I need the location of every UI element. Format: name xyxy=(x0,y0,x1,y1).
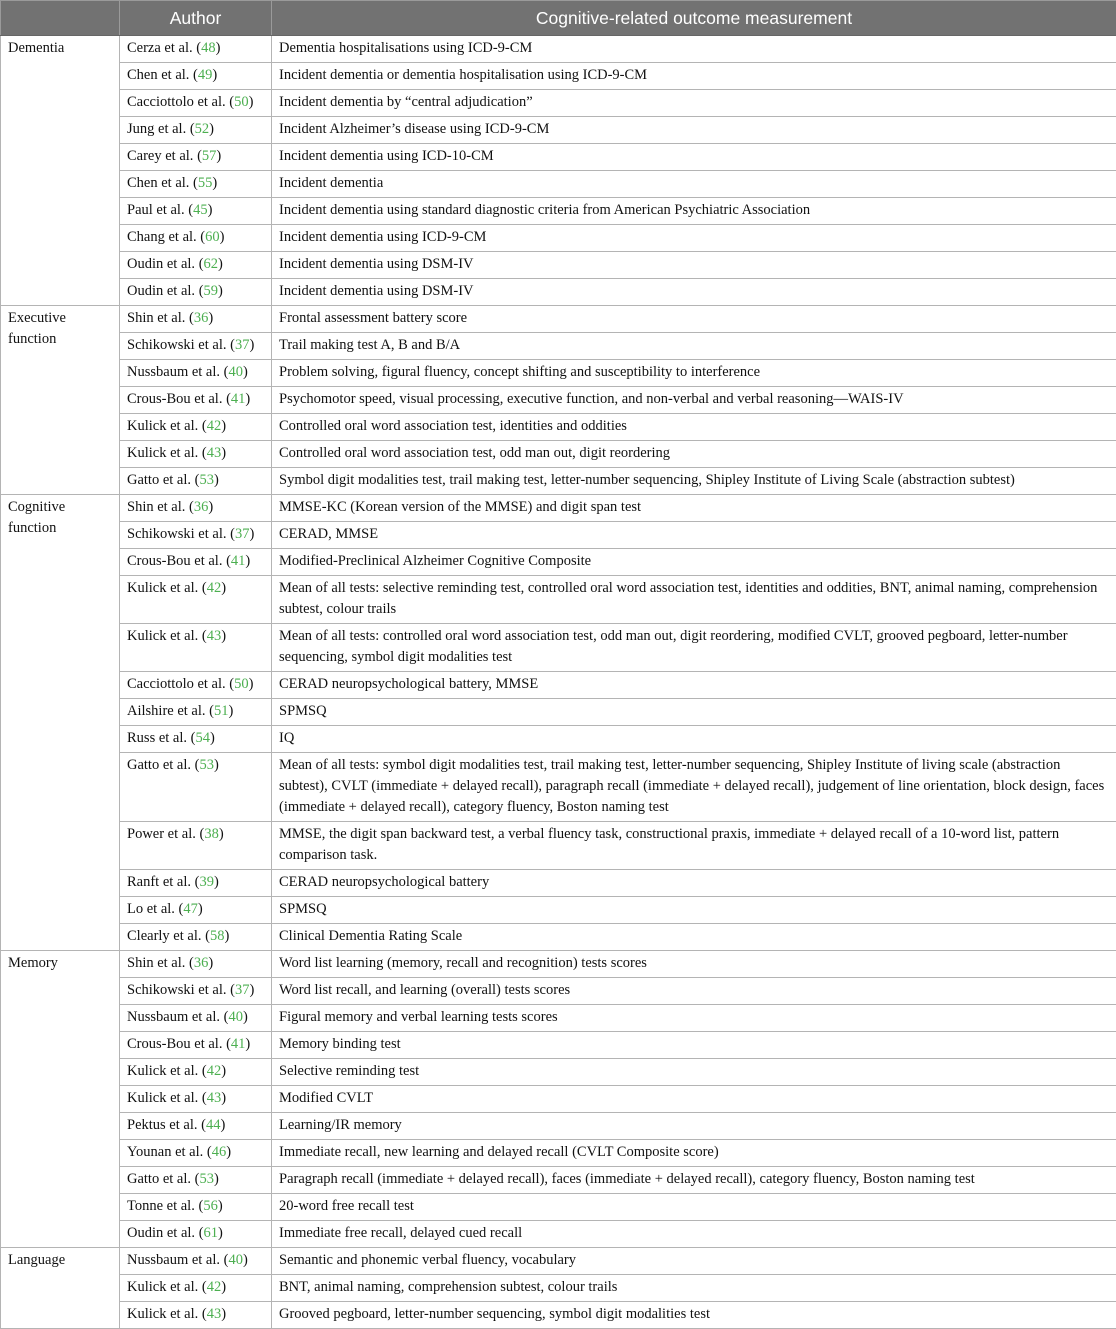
measurement-cell: Modified-Preclinical Alzheimer Cognitive Composite xyxy=(272,549,1116,576)
table-row xyxy=(1,1248,1116,1275)
measurement-cell: MMSE-KC (Korean version of the MMSE) and digit span test xyxy=(272,495,1116,522)
table-row xyxy=(1,117,1116,144)
reference-link[interactable]: 42 xyxy=(207,1063,222,1079)
author-cell: Shin et al. (36) xyxy=(120,951,272,978)
measurement-cell: Mean of all tests: controlled oral word association test, odd man out, digit reordering, modified CVLT, grooved pegboard, letter-number sequencing, symbol digit modalities test xyxy=(272,624,1116,672)
category-cell: Cognitive function xyxy=(1,495,120,951)
measurement-cell: Grooved pegboard, letter-number sequencing, symbol digit modalities test xyxy=(272,1302,1116,1329)
measurement-cell: CERAD neuropsychological battery, MMSE xyxy=(272,672,1116,699)
author-name: Paul et al. xyxy=(127,202,185,218)
measurement-cell: Immediate free recall, delayed cued recall xyxy=(272,1221,1116,1248)
reference-link[interactable]: 51 xyxy=(214,703,229,719)
measurement-cell: Incident dementia using standard diagnostic criteria from American Psychiatric Association xyxy=(272,198,1116,225)
author-cell: Kulick et al. (42) xyxy=(120,1059,272,1086)
reference-link[interactable]: 39 xyxy=(200,874,215,890)
author-cell: Chen et al. (55) xyxy=(120,171,272,198)
measurement-cell: Symbol digit modalities test, trail making test, letter-number sequencing, Shipley Institute of Living Scale (abstraction subtest) xyxy=(272,468,1116,495)
table-row xyxy=(1,360,1116,387)
category-cell: Executive function xyxy=(1,306,120,495)
reference-link[interactable]: 60 xyxy=(205,229,220,245)
reference-link[interactable]: 41 xyxy=(231,391,246,407)
author-cell: Paul et al. (45) xyxy=(120,198,272,225)
reference-link[interactable]: 40 xyxy=(229,1009,244,1025)
table-row xyxy=(1,1113,1116,1140)
author-name: Kulick et al. xyxy=(127,1090,198,1106)
table-row xyxy=(1,1005,1116,1032)
table-row xyxy=(1,171,1116,198)
author-name: Oudin et al. xyxy=(127,1225,195,1241)
author-name: Crous-Bou et al. xyxy=(127,391,222,407)
author-name: Ranft et al. xyxy=(127,874,191,890)
table-row xyxy=(1,1059,1116,1086)
measurement-cell: CERAD, MMSE xyxy=(272,522,1116,549)
reference-link[interactable]: 40 xyxy=(229,1252,244,1268)
table-row xyxy=(1,1221,1116,1248)
reference-link[interactable]: 53 xyxy=(200,757,215,773)
author-name: Schikowski et al. xyxy=(127,982,226,998)
table-row xyxy=(1,822,1116,870)
table-row xyxy=(1,951,1116,978)
header-author: Author xyxy=(120,1,272,36)
author-cell: Cacciottolo et al. (50) xyxy=(120,90,272,117)
table-row xyxy=(1,576,1116,624)
reference-link[interactable]: 62 xyxy=(204,256,219,272)
table-row xyxy=(1,198,1116,225)
table-row xyxy=(1,1167,1116,1194)
author-name: Pektus et al. xyxy=(127,1117,197,1133)
header-category xyxy=(1,1,120,36)
reference-link[interactable]: 42 xyxy=(207,1279,222,1295)
reference-link[interactable]: 50 xyxy=(234,94,249,110)
measurement-cell: Frontal assessment battery score xyxy=(272,306,1116,333)
author-cell: Cerza et al. (48) xyxy=(120,36,272,63)
table-row xyxy=(1,387,1116,414)
measurement-cell: CERAD neuropsychological battery xyxy=(272,870,1116,897)
author-name: Russ et al. xyxy=(127,730,187,746)
author-name: Cacciottolo et al. xyxy=(127,94,226,110)
table-row xyxy=(1,753,1116,822)
author-name: Power et al. xyxy=(127,826,196,842)
author-cell: Crous-Bou et al. (41) xyxy=(120,549,272,576)
author-name: Cacciottolo et al. xyxy=(127,676,226,692)
author-cell: Kulick et al. (42) xyxy=(120,414,272,441)
reference-link[interactable]: 54 xyxy=(195,730,210,746)
author-name: Schikowski et al. xyxy=(127,526,226,542)
table-row xyxy=(1,1194,1116,1221)
header-measurement: Cognitive-related outcome measurement xyxy=(272,1,1116,36)
table-row xyxy=(1,549,1116,576)
table-row xyxy=(1,1032,1116,1059)
table-row xyxy=(1,90,1116,117)
measurement-cell: SPMSQ xyxy=(272,699,1116,726)
author-cell: Chang et al. (60) xyxy=(120,225,272,252)
reference-link[interactable]: 52 xyxy=(195,121,210,137)
author-cell: Schikowski et al. (37) xyxy=(120,522,272,549)
author-cell: Lo et al. (47) xyxy=(120,897,272,924)
measurement-cell: Mean of all tests: selective reminding test, controlled oral word association test, identities and oddities, BNT, animal naming, comprehension subtest, colour trails xyxy=(272,576,1116,624)
reference-link[interactable]: 50 xyxy=(234,676,249,692)
reference-link[interactable]: 37 xyxy=(235,337,250,353)
reference-link[interactable]: 48 xyxy=(201,40,216,56)
reference-link[interactable]: 41 xyxy=(231,1036,246,1052)
author-name: Nussbaum et al. xyxy=(127,1009,220,1025)
author-name: Younan et al. xyxy=(127,1144,203,1160)
reference-link[interactable]: 38 xyxy=(204,826,219,842)
author-name: Oudin et al. xyxy=(127,256,195,272)
table-row xyxy=(1,414,1116,441)
author-cell: Carey et al. (57) xyxy=(120,144,272,171)
reference-link[interactable]: 46 xyxy=(212,1144,227,1160)
table-row xyxy=(1,1140,1116,1167)
table-row xyxy=(1,333,1116,360)
author-name: Chen et al. xyxy=(127,67,189,83)
table-header xyxy=(1,1,1116,36)
author-name: Nussbaum et al. xyxy=(127,1252,220,1268)
table-row xyxy=(1,624,1116,672)
reference-link[interactable]: 37 xyxy=(235,982,250,998)
author-name: Chen et al. xyxy=(127,175,189,191)
author-name: Kulick et al. xyxy=(127,418,198,434)
reference-link[interactable]: 42 xyxy=(207,418,222,434)
measurement-cell: Controlled oral word association test, odd man out, digit reordering xyxy=(272,441,1116,468)
author-name: Gatto et al. xyxy=(127,1171,191,1187)
author-cell: Kulick et al. (43) xyxy=(120,441,272,468)
author-name: Clearly et al. xyxy=(127,928,201,944)
table-row xyxy=(1,1086,1116,1113)
table-row xyxy=(1,726,1116,753)
author-cell: Shin et al. (36) xyxy=(120,495,272,522)
author-cell: Crous-Bou et al. (41) xyxy=(120,387,272,414)
table-row xyxy=(1,306,1116,333)
table-row xyxy=(1,495,1116,522)
measurement-cell: Word list recall, and learning (overall) tests scores xyxy=(272,978,1116,1005)
category-cell: Memory xyxy=(1,951,120,1248)
reference-link[interactable]: 53 xyxy=(200,472,215,488)
measurement-cell: Problem solving, figural fluency, concept shifting and susceptibility to interference xyxy=(272,360,1116,387)
measurement-cell: MMSE, the digit span backward test, a verbal fluency task, constructional praxis, immediate + delayed recall of a 10-word list, pattern comparison task. xyxy=(272,822,1116,870)
author-name: Kulick et al. xyxy=(127,1279,198,1295)
table-row xyxy=(1,468,1116,495)
author-cell: Schikowski et al. (37) xyxy=(120,978,272,1005)
author-name: Gatto et al. xyxy=(127,757,191,773)
author-cell: Gatto et al. (53) xyxy=(120,753,272,822)
measurement-cell: Mean of all tests: symbol digit modalities test, trail making test, letter-number sequencing, Shipley Institute of living scale (abstraction subtest), CVLT (immediate + delayed recall), paragraph recall (immediate + delayed recall), judgement of line orientation, block design, faces (immediate + delayed recall), category fluency, Boston naming test xyxy=(272,753,1116,822)
measurement-cell: IQ xyxy=(272,726,1116,753)
author-name: Kulick et al. xyxy=(127,445,198,461)
author-name: Nussbaum et al. xyxy=(127,364,220,380)
author-cell: Oudin et al. (62) xyxy=(120,252,272,279)
reference-link[interactable]: 43 xyxy=(207,1090,222,1106)
reference-link[interactable]: 43 xyxy=(207,445,222,461)
measurement-cell: Selective reminding test xyxy=(272,1059,1116,1086)
measurement-cell: SPMSQ xyxy=(272,897,1116,924)
measurement-cell: Figural memory and verbal learning tests scores xyxy=(272,1005,1116,1032)
table-row xyxy=(1,36,1116,63)
author-cell: Ranft et al. (39) xyxy=(120,870,272,897)
author-cell: Shin et al. (36) xyxy=(120,306,272,333)
reference-link[interactable]: 47 xyxy=(183,901,198,917)
author-cell: Russ et al. (54) xyxy=(120,726,272,753)
measurement-cell: Learning/IR memory xyxy=(272,1113,1116,1140)
table-row xyxy=(1,897,1116,924)
table-row xyxy=(1,522,1116,549)
author-cell: Oudin et al. (59) xyxy=(120,279,272,306)
author-cell: Younan et al. (46) xyxy=(120,1140,272,1167)
author-cell: Tonne et al. (56) xyxy=(120,1194,272,1221)
reference-link[interactable]: 36 xyxy=(194,310,209,326)
author-cell: Schikowski et al. (37) xyxy=(120,333,272,360)
author-name: Crous-Bou et al. xyxy=(127,1036,222,1052)
table-row xyxy=(1,870,1116,897)
author-cell: Nussbaum et al. (40) xyxy=(120,360,272,387)
author-cell: Gatto et al. (53) xyxy=(120,1167,272,1194)
reference-link[interactable]: 59 xyxy=(204,283,219,299)
table-row xyxy=(1,279,1116,306)
reference-link[interactable]: 45 xyxy=(193,202,208,218)
author-name: Schikowski et al. xyxy=(127,337,226,353)
measurement-cell: Incident dementia by “central adjudication” xyxy=(272,90,1116,117)
author-cell: Ailshire et al. (51) xyxy=(120,699,272,726)
reference-link[interactable]: 61 xyxy=(204,1225,219,1241)
category-cell: Language xyxy=(1,1248,120,1329)
author-name: Kulick et al. xyxy=(127,1063,198,1079)
reference-link[interactable]: 43 xyxy=(207,628,222,644)
author-cell: Crous-Bou et al. (41) xyxy=(120,1032,272,1059)
measurement-cell: Incident dementia using ICD-10-CM xyxy=(272,144,1116,171)
reference-link[interactable]: 56 xyxy=(203,1198,218,1214)
measurement-cell: Psychomotor speed, visual processing, executive function, and non-verbal and verbal reasoning—WAIS-IV xyxy=(272,387,1116,414)
author-name: Shin et al. xyxy=(127,955,185,971)
reference-link[interactable]: 53 xyxy=(200,1171,215,1187)
author-cell: Chen et al. (49) xyxy=(120,63,272,90)
reference-link[interactable]: 55 xyxy=(198,175,213,191)
author-name: Ailshire et al. xyxy=(127,703,206,719)
measurement-cell: Word list learning (memory, recall and recognition) tests scores xyxy=(272,951,1116,978)
author-cell: Nussbaum et al. (40) xyxy=(120,1005,272,1032)
author-name: Shin et al. xyxy=(127,499,185,515)
measurement-cell: Incident dementia using DSM-IV xyxy=(272,279,1116,306)
author-name: Shin et al. xyxy=(127,310,185,326)
author-name: Lo et al. xyxy=(127,901,175,917)
author-name: Tonne et al. xyxy=(127,1198,195,1214)
table-row xyxy=(1,978,1116,1005)
measurement-cell: Clinical Dementia Rating Scale xyxy=(272,924,1116,951)
measurement-cell: Dementia hospitalisations using ICD-9-CM xyxy=(272,36,1116,63)
reference-link[interactable]: 44 xyxy=(206,1117,221,1133)
author-cell: Jung et al. (52) xyxy=(120,117,272,144)
author-cell: Kulick et al. (42) xyxy=(120,576,272,624)
reference-link[interactable]: 37 xyxy=(235,526,250,542)
table-row xyxy=(1,144,1116,171)
author-name: Carey et al. xyxy=(127,148,193,164)
author-cell: Gatto et al. (53) xyxy=(120,468,272,495)
author-cell: Power et al. (38) xyxy=(120,822,272,870)
author-name: Gatto et al. xyxy=(127,472,191,488)
measurement-cell: Incident Alzheimer’s disease using ICD-9-CM xyxy=(272,117,1116,144)
reference-link[interactable]: 42 xyxy=(207,580,222,596)
author-name: Kulick et al. xyxy=(127,628,198,644)
table-row xyxy=(1,1275,1116,1302)
reference-link[interactable]: 49 xyxy=(198,67,213,83)
reference-link[interactable]: 57 xyxy=(202,148,217,164)
measurement-cell: 20-word free recall test xyxy=(272,1194,1116,1221)
reference-link[interactable]: 58 xyxy=(210,928,225,944)
measurement-cell: Modified CVLT xyxy=(272,1086,1116,1113)
measurement-cell: Trail making test A, B and B/A xyxy=(272,333,1116,360)
table-row xyxy=(1,441,1116,468)
measurement-cell: Incident dementia using ICD-9-CM xyxy=(272,225,1116,252)
table-row xyxy=(1,252,1116,279)
author-name: Chang et al. xyxy=(127,229,197,245)
author-cell: Nussbaum et al. (40) xyxy=(120,1248,272,1275)
measurement-cell: Semantic and phonemic verbal fluency, vocabulary xyxy=(272,1248,1116,1275)
measurement-cell: Paragraph recall (immediate + delayed recall), faces (immediate + delayed recall), category fluency, Boston naming test xyxy=(272,1167,1116,1194)
table-body xyxy=(1,36,1116,1329)
table-row xyxy=(1,1302,1116,1329)
reference-link[interactable]: 41 xyxy=(231,553,246,569)
reference-link[interactable]: 36 xyxy=(194,955,209,971)
measurement-cell: Memory binding test xyxy=(272,1032,1116,1059)
measurement-cell: Incident dementia xyxy=(272,171,1116,198)
author-name: Kulick et al. xyxy=(127,1306,198,1322)
author-cell: Kulick et al. (43) xyxy=(120,1086,272,1113)
author-name: Oudin et al. xyxy=(127,283,195,299)
author-cell: Kulick et al. (43) xyxy=(120,1302,272,1329)
author-name: Jung et al. xyxy=(127,121,186,137)
table-row xyxy=(1,924,1116,951)
author-name: Kulick et al. xyxy=(127,580,198,596)
author-name: Cerza et al. xyxy=(127,40,193,56)
author-cell: Clearly et al. (58) xyxy=(120,924,272,951)
table-row xyxy=(1,63,1116,90)
reference-link[interactable]: 36 xyxy=(194,499,209,515)
author-cell: Oudin et al. (61) xyxy=(120,1221,272,1248)
table-row xyxy=(1,699,1116,726)
measurement-cell: Incident dementia or dementia hospitalisation using ICD-9-CM xyxy=(272,63,1116,90)
table-row xyxy=(1,672,1116,699)
table-row xyxy=(1,225,1116,252)
measurement-cell: Immediate recall, new learning and delayed recall (CVLT Composite score) xyxy=(272,1140,1116,1167)
author-cell: Kulick et al. (42) xyxy=(120,1275,272,1302)
measurement-cell: BNT, animal naming, comprehension subtest, colour trails xyxy=(272,1275,1116,1302)
author-name: Crous-Bou et al. xyxy=(127,553,222,569)
reference-link[interactable]: 43 xyxy=(207,1306,222,1322)
author-cell: Kulick et al. (43) xyxy=(120,624,272,672)
measurement-cell: Incident dementia using DSM-IV xyxy=(272,252,1116,279)
measurement-cell: Controlled oral word association test, identities and oddities xyxy=(272,414,1116,441)
category-cell: Dementia xyxy=(1,36,120,306)
reference-link[interactable]: 40 xyxy=(229,364,244,380)
author-cell: Cacciottolo et al. (50) xyxy=(120,672,272,699)
author-cell: Pektus et al. (44) xyxy=(120,1113,272,1140)
